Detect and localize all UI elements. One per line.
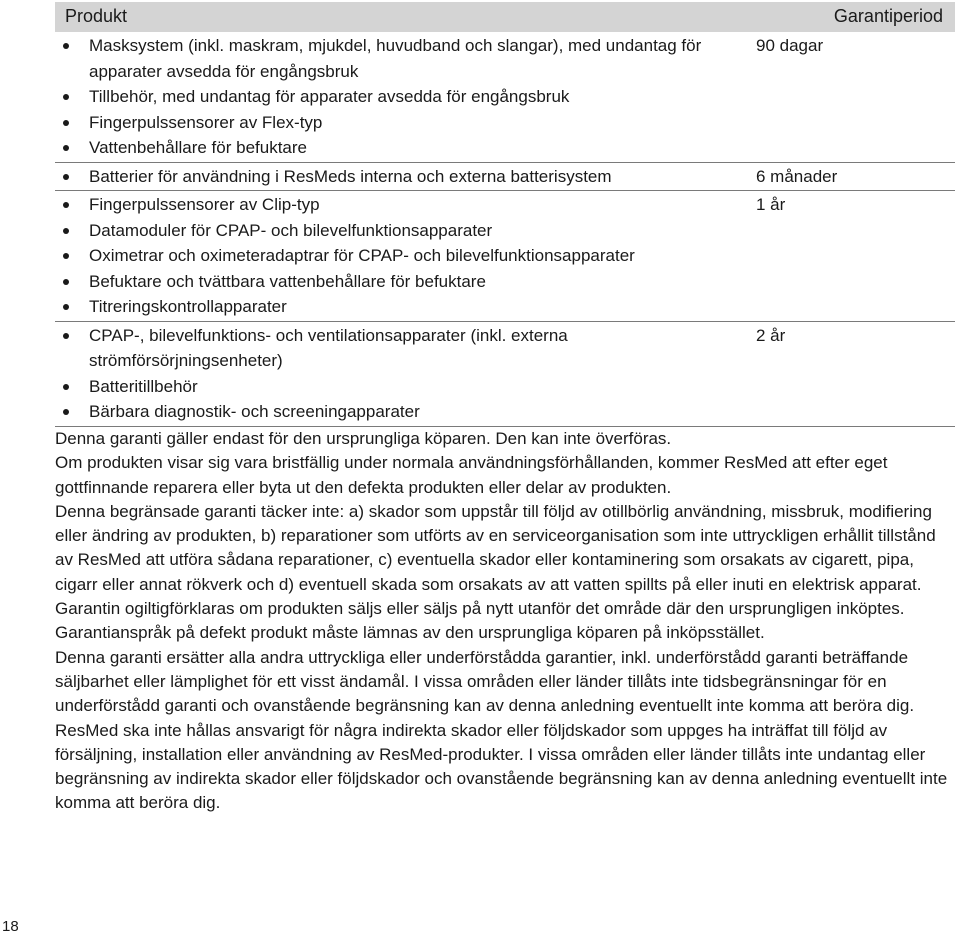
- table-header: [55, 2, 955, 32]
- list-item: Fingerpulssensorer av Flex-typ: [55, 110, 752, 136]
- header-period: Garantiperiod: [833, 6, 943, 27]
- note-paragraph: Om produkten visar sig vara bristfällig under normala användningsförhållanden, kommer ResMed att efter eget gottfinnande reparera eller byta ut den defekta produkten eller delar av produkten.: [55, 453, 888, 497]
- note-paragraph: Denna garanti gäller endast för den ursprungliga köparen. Den kan inte överföras.: [55, 429, 672, 448]
- warranty-period: 90 dagar: [756, 36, 824, 55]
- list-item: Tillbehör, med undantag för apparater avsedda för engångsbruk: [55, 84, 752, 110]
- list-item: Masksystem (inkl. maskram, mjukdel, huvudband och slangar), med undantag för apparater avsedda för engångsbruk: [55, 33, 752, 84]
- note-paragraph: Garantianspråk på defekt produkt måste lämnas av den ursprungliga köparen på inköpsstället.: [55, 623, 765, 643]
- note-paragraph: ResMed ska inte hållas ansvarigt för några indirekta skador eller följdskador som uppges ha inträffat till följd av försäljning, installation eller användning av ResMed-produkter. I vissa områden eller länder tillåts inte undantag eller begränsning av indirekta skador eller följdskador och ovanstående begränsning kan av denna anledning eventuellt inte komma att beröra dig.: [55, 720, 948, 813]
- table-row: [55, 163, 955, 192]
- warranty-period: 2 år: [756, 325, 786, 345]
- product-list: [55, 323, 752, 425]
- list-item: Titreringskontrollapparater: [55, 294, 752, 320]
- list-item: Fingerpulssensorer av Clip-typ: [55, 192, 752, 218]
- note-paragraph: Garantin ogiltigförklaras om produkten säljs eller säljs på nytt utanför det område där den ursprungligen inköptes.: [55, 599, 905, 619]
- product-list: [55, 192, 752, 320]
- warranty-notes: [55, 427, 955, 816]
- warranty-table: [55, 2, 955, 427]
- table-row: [55, 32, 955, 163]
- page-number: 18: [2, 918, 19, 935]
- list-item: Batterier för användning i ResMeds interna och externa batterisystem: [55, 164, 752, 190]
- list-item: CPAP-, bilevelfunktions- och ventilationsapparater (inkl. externa strömförsörjningsenheter): [55, 323, 752, 374]
- product-list: [55, 33, 752, 161]
- list-item: Batteritillbehör: [55, 374, 752, 400]
- list-item: Befuktare och tvättbara vattenbehållare för befuktare: [55, 269, 752, 295]
- product-list: [55, 164, 752, 190]
- list-item: Oximetrar och oximeteradaptrar för CPAP- och bilevelfunktionsapparater: [55, 243, 752, 269]
- list-item: Vattenbehållare för befuktare: [55, 135, 752, 161]
- warranty-period: 1 år: [756, 195, 786, 214]
- note-paragraph: Denna begränsade garanti täcker inte: a) skador som uppstår till följd av otillbörlig användning, missbruk, modifiering eller ändring av produkten, b) reparationer som utförts av en serviceorganisation som inte uttryckligen erhållit tillstånd av ResMed att utföra sådana reparationer, c) eventuella skador eller kontaminering som orsakats av cigarett, pipa, cigarr eller annat rökverk och d) eventuell skada som orsakats av att vatten spillts på eller inuti en elektrisk apparat.: [55, 501, 936, 594]
- table-row: [55, 322, 955, 427]
- warranty-period: 6 månader: [756, 166, 838, 186]
- list-item: Bärbara diagnostik- och screeningapparater: [55, 399, 752, 425]
- note-paragraph: Denna garanti ersätter alla andra uttryckliga eller underförstådda garantier, inkl. underförstådd garanti beträffande säljbarhet eller lämplighet för ett visst ändamål. I vissa områden eller länder tillåts inte tidsbegränsningar för en underförstådd garanti och ovanstående begränsning kan av denna anledning eventuellt inte komma att beröra dig.: [55, 647, 915, 716]
- header-product: Produkt: [65, 6, 128, 27]
- list-item: Datamoduler för CPAP- och bilevelfunktionsapparater: [55, 218, 752, 244]
- table-row: [55, 191, 955, 322]
